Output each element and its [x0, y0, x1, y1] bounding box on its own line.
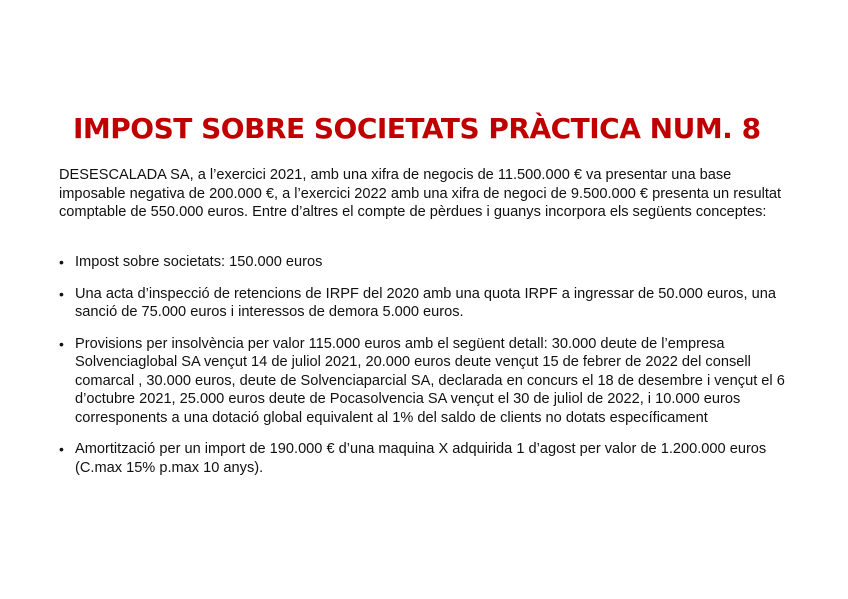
concepts-list — [59, 253, 787, 490]
list-item-text: Amortització per un import de 190.000 € d’una maquina X adquirida 1 d’agost per valor de 1.200.000 euros (C.max 15% p.max 10 anys). — [75, 441, 767, 476]
bullet-icon: • — [59, 285, 64, 302]
intro-paragraph: DESESCALADA SA, a l’exercici 2021, amb una xifra de negocis de 11.500.000 € va presentar una base imposable negativa de 200.000 €, a l’exercici 2022 amb una xifra de negoci de 9.500.000 € presenta un resultat comptable de 550.000 euros. Entre d’altres el compte de pèrdues i guanys incorpora els següents conceptes: — [59, 167, 782, 220]
list-item — [59, 253, 787, 272]
list-item-text: Impost sobre societats: 150.000 euros — [75, 254, 323, 270]
list-item — [59, 285, 787, 322]
list-item-text: Provisions per insolvència per valor 115.000 euros amb el següent detall: 30.000 deute de l’empresa Solvenciaglobal SA vençut 14 de juliol 2021, 20.000 euros deute vençut 15 de febrer de 2022 del consell comarcal , 30.000 euros, deute de Solvenciaparcial SA, declarada en concurs el 18 de desembre i vençut el 6 d’octubre 2021, 25.000 euros deute de Pocasolvencia SA vençut el 30 de juliol de 2022, i 10.000 euros corresponents a una dotació global equivalent al 1% del saldo de clients no dotats específicament — [75, 335, 785, 426]
bullet-icon: • — [59, 254, 64, 270]
list-item — [59, 440, 787, 477]
slide-title: IMPOST SOBRE SOCIETATS PRÀCTICA NUM. 8 — [73, 112, 761, 145]
bullet-icon: • — [59, 335, 64, 352]
list-item-text: Una acta d’inspecció de retencions de IRPF del 2020 amb una quota IRPF a ingressar de 50.000 euros, una sanció de 75.000 euros i interessos de demora 5.000 euros. — [75, 285, 776, 320]
bullet-icon: • — [59, 441, 64, 457]
list-item — [59, 335, 787, 428]
